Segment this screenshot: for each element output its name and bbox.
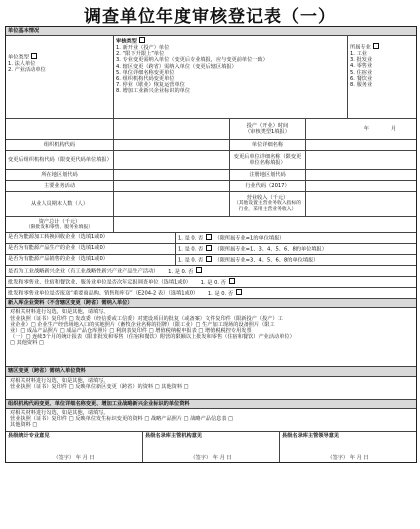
- answer-options: 1. 是 0. 否: [200, 279, 226, 286]
- revenue-label: [230, 192, 306, 216]
- material-line: 营业执照（证书）复印件 □ 发改委（经信委或工信委）对建设项目的批复（或备案）文件复印件（限新投产（投产）工: [10, 315, 283, 322]
- answer-options: 1. 是 0. 否: [207, 290, 234, 297]
- industry-code-input[interactable]: [306, 181, 416, 191]
- changed-unit-name-input[interactable]: [306, 151, 416, 169]
- unit-name-input[interactable]: [306, 140, 416, 150]
- start-time-text: 投产（开业）时间: [246, 123, 289, 129]
- unit-name-label: 单位详细名称: [230, 140, 306, 150]
- material-line: 对相关材料进行勾选，如是其他，请填写。: [10, 309, 109, 316]
- question-line: [6, 266, 416, 276]
- assets-text: 资产总计（千元）: [38, 218, 81, 225]
- section-title: 新入库企业资料（不含辖区变更（跨省）需纳入单位）: [8, 300, 133, 307]
- answer-options: 1. 是 0. 否: [178, 257, 204, 264]
- section-new-entry-body: [6, 308, 416, 367]
- answer-options: 1. 是 0. 否: [178, 246, 204, 253]
- industry-code-label: 行业代码（2017）: [230, 181, 306, 191]
- signature-cell-stat[interactable]: [6, 432, 143, 462]
- region-code-label: 所在地区划代码: [6, 170, 114, 180]
- audit-type-option: 3. 专业变更需纳入单位（变更后专业填报，应与变更前单位一致）: [116, 57, 268, 64]
- section-title: 组织机构代码变更、单位详细名称变更、增加工业战略新兴企业标识的单位资料: [8, 400, 190, 407]
- org-code-label: 组织机构代码: [6, 140, 114, 150]
- start-time-input[interactable]: [306, 119, 416, 139]
- answer-checkbox[interactable]: [196, 267, 202, 273]
- employees-row: [6, 192, 416, 217]
- material-line: 营业执照（证书）复印件 □ 反映单位新区变更（跨省）的资料 □ 其他资料 □: [10, 383, 189, 390]
- material-line: 对相关材料进行勾选，如是其他，请填写。: [10, 377, 109, 384]
- question-line: [6, 277, 416, 287]
- month-label: 月: [391, 126, 397, 133]
- credit-code-row: [6, 119, 416, 140]
- answer-checkbox[interactable]: [206, 256, 212, 262]
- answer-note: （限所属专业=1的单位填报）: [214, 235, 285, 242]
- credit-code-label: [6, 119, 114, 139]
- audit-type-option: 2. “限下升限上”单位: [116, 51, 165, 58]
- question-text: 批发和零售业、住宿和餐饮业、服务业单位是否次年定报调查单位（选填1或0）: [8, 279, 191, 286]
- org-code-row: [6, 140, 416, 151]
- region-code-row: [6, 170, 416, 181]
- answer-options: 1. 是 0. 否: [168, 268, 194, 275]
- question-row: [6, 244, 416, 255]
- unit-type-cell: [6, 36, 114, 118]
- assets-input[interactable]: [114, 217, 416, 232]
- question-text: 是否为工业战略新兴企业（有工业战略性新兴产业产品生产活动）: [8, 268, 159, 275]
- audit-type-cell: [114, 36, 348, 118]
- unit-type-option: 2. 产业活动单位: [8, 67, 46, 74]
- unit-type-option: 1. 法人单位: [8, 60, 36, 67]
- audit-type-option: 6. 组织机构代码变更单位: [116, 75, 175, 82]
- section-title: 辖区变更（跨省）需纳入单位资料: [8, 368, 86, 375]
- assets-row: [6, 217, 416, 233]
- signature-title: 县级名录库主管机构意见: [145, 432, 203, 439]
- question-row: [6, 233, 416, 244]
- section-code-change-body: [6, 409, 416, 432]
- registered-region-input[interactable]: [306, 170, 416, 180]
- main-business-input[interactable]: [114, 181, 230, 191]
- audit-type-option: 7. 停业（歇业）恢复运营单位: [116, 82, 185, 89]
- audit-type-label: 审核类型: [116, 38, 137, 45]
- profession-option: 6. 餐饮业: [350, 75, 373, 82]
- answer-checkbox[interactable]: [206, 234, 212, 240]
- signature-title: 县级统计专业意见: [8, 432, 50, 439]
- employees-input[interactable]: [114, 192, 230, 216]
- question-text: 是否为有能源产品生产的企业（选填1或0）: [6, 244, 176, 254]
- profession-option: 4. 零售业: [350, 63, 373, 70]
- start-time-note: （审核类型1填报）: [245, 129, 290, 136]
- material-line: 营业执照（证书）复印件 □ 反映单位发生标识变更的资料 □ 战略产品照片 □ 战略产品信息表 □: [10, 416, 234, 423]
- changed-code-row: [6, 151, 416, 170]
- changed-unit-name-label: 变更后单位详细名称（限变更单位名称填报）: [230, 151, 306, 169]
- material-line: 对相关材料进行勾选，如是其他，请填写。: [10, 409, 109, 416]
- signature-cell-leader[interactable]: [280, 432, 416, 462]
- employees-label: 从业人员期末人数（人）: [6, 192, 114, 216]
- changed-org-code-input[interactable]: [114, 151, 230, 169]
- audit-type-option: 1. 新开业（投产）单位: [116, 44, 170, 51]
- question-answer: [176, 244, 416, 254]
- region-code-input[interactable]: [114, 170, 230, 180]
- profession-option: 5. 住宿业: [350, 69, 373, 76]
- audit-type-option: 8. 增加工业新兴企业标识的单位: [116, 88, 191, 95]
- material-line: □ 其他资料 □: [10, 340, 44, 347]
- types-block: [6, 36, 416, 119]
- answer-checkbox[interactable]: [206, 245, 212, 251]
- assets-note: （限批发和零售、服务业填报）: [25, 224, 94, 230]
- profession-option: 3. 批发业: [350, 57, 373, 64]
- signature-cell-directory[interactable]: [143, 432, 280, 462]
- signature-title: 县级名录库主管领导意见: [282, 432, 340, 439]
- section-code-change-header: [6, 400, 416, 409]
- unit-type-checkbox[interactable]: [31, 53, 37, 59]
- profession-label: 所属专业: [350, 44, 371, 51]
- question-answer: [176, 233, 416, 243]
- assets-label: [6, 217, 114, 232]
- question-row: [6, 277, 416, 288]
- changed-org-code-label: 变更后组织机构代码（限变更代码单位填报）: [6, 151, 114, 169]
- profession-cell: [348, 36, 416, 118]
- section-title: 单位基本情况: [8, 28, 40, 34]
- credit-code-input[interactable]: [114, 119, 230, 139]
- year-label: 年: [363, 126, 369, 133]
- start-time-label: [230, 119, 306, 139]
- revenue-note: （其他设置主营业务收入指标的行业，采用主营业务收入）: [233, 201, 302, 213]
- answer-note: （限所属专业=3、4、5、6、8的单位填报）: [214, 257, 319, 264]
- unit-type-label: 单位类型: [8, 54, 29, 61]
- section-basic-info-header: [6, 27, 416, 36]
- profession-checkbox[interactable]: [373, 43, 379, 49]
- signature-date: （签字） 年 月 日: [327, 454, 369, 461]
- main-business-label: 主要业务活动: [6, 181, 114, 191]
- material-line: 业）□ 成品产品照片 □ 成品产品仓库照片 □ 利润表复印件 □ 增值税纳税申报表 □ 增值税税控专用发票: [10, 328, 252, 335]
- question-text: 是否为有能源产品销售的企业（选填1或0）: [6, 255, 176, 265]
- signature-row: [6, 432, 416, 462]
- revenue-input[interactable]: [306, 192, 416, 216]
- material-line: 业企业）□ 企业生产经营场地入口的实地照片（畜牧企业名称的招牌）（限工业）□ 生产加工现场的设备照片（限工: [10, 321, 275, 328]
- answer-checkbox[interactable]: [236, 289, 242, 295]
- question-text: 是否为能源加工转换回收企业（选填1或0）: [6, 233, 176, 243]
- material-list: [6, 377, 416, 399]
- org-code-input[interactable]: [114, 140, 230, 150]
- page-title: 调查单位年度审核登记表（一）: [84, 7, 336, 27]
- answer-note: （限所属专业=1、3、4、5、6、8的单位填报）: [214, 246, 327, 253]
- signature-date: （签字） 年 月 日: [190, 454, 232, 461]
- signature-date: （签字） 年 月 日: [53, 454, 95, 461]
- material-list: [6, 308, 416, 366]
- material-list: [6, 409, 416, 431]
- audit-type-option: 4. 辖区变更（跨省）需纳入单位（变更后辖区填报）: [116, 63, 237, 70]
- question-row: [6, 266, 416, 277]
- business-row: [6, 181, 416, 192]
- material-line: （一）□ 连续3个月的统计报表（限非批发和零售（住宿和餐饮）附营的限额以上批发和零售（住宿和餐饮）产业活动单位）: [10, 334, 295, 341]
- audit-type-checkbox[interactable]: [139, 37, 145, 43]
- question-answer: [176, 255, 416, 265]
- profession-option: 1. 工业: [350, 50, 367, 57]
- section-new-entry-header: [6, 299, 416, 308]
- registered-region-label: 注册地区划代码: [230, 170, 306, 180]
- form-table: [5, 26, 417, 463]
- answer-checkbox[interactable]: [229, 278, 235, 284]
- section-region-change-body: [6, 377, 416, 400]
- question-line: [6, 288, 416, 298]
- audit-type-option: 5. 单位详细名称变更单位: [116, 69, 175, 76]
- question-row: [6, 255, 416, 266]
- revenue-text: 营业收入（千元）: [246, 194, 289, 201]
- material-line: 其他资料 □: [10, 422, 38, 429]
- answer-options: 1. 是 0. 否: [178, 235, 204, 242]
- profession-option: 8. 服务业: [350, 81, 373, 88]
- section-region-change-header: [6, 367, 416, 376]
- question-text: 批发和零售业单位是否报送“重要商品购、销售和库存”（E204-2 表）（选填1或0）: [8, 290, 199, 297]
- question-row: [6, 288, 416, 299]
